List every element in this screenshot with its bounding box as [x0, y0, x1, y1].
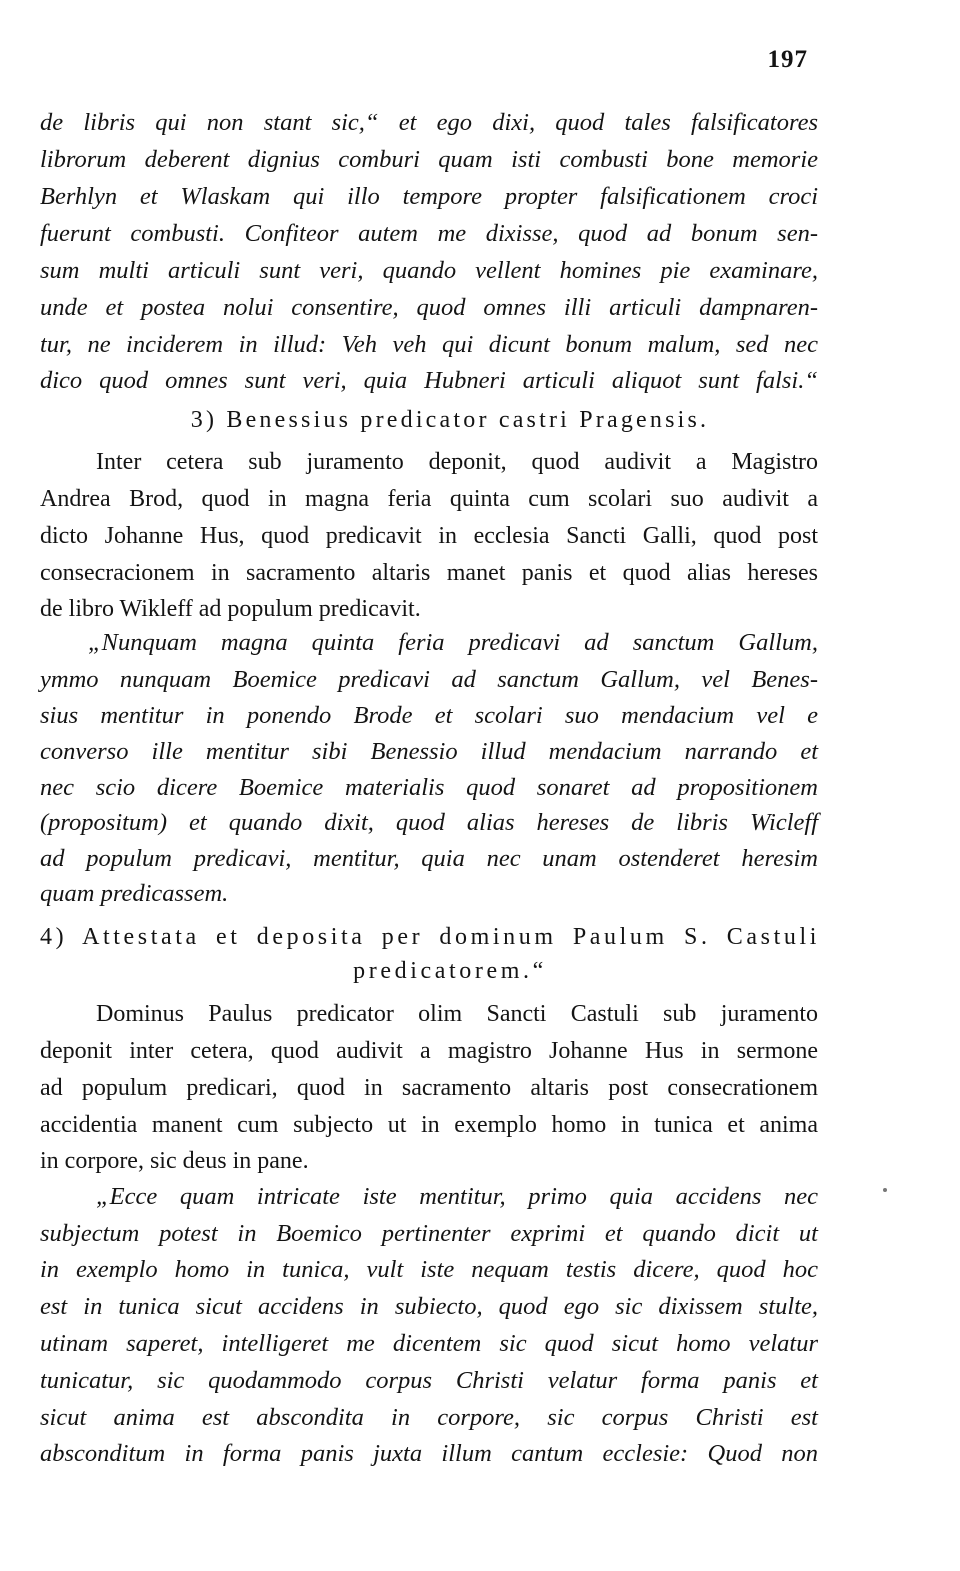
text-line: absconditum in forma panis juxta illum cantum ecclesie: Quod non	[40, 1440, 818, 1467]
text-line: „Nunquam magna quinta feria predicavi ad sanctum Gallum,	[88, 629, 818, 656]
page-number: 197	[767, 46, 808, 73]
text-line: „Ecce quam intricate iste mentitur, primo quia accidens nec	[96, 1183, 818, 1210]
text-line: in corpore, sic deus in pane.	[40, 1148, 309, 1174]
text-line: ad populum predicavi, mentitur, quia nec unam ostenderet heresim	[40, 845, 818, 872]
text-line: Inter cetera sub juramento deponit, quod audivit a Magistro	[96, 449, 818, 475]
text-line: subjectum potest in Boemico pertinenter exprimi et quando dicit ut	[40, 1220, 818, 1247]
text-line: sum multi articuli sunt veri, quando vellent homines pie examinare,	[40, 257, 818, 284]
section-heading: predicatorem.“	[353, 958, 547, 984]
section-heading: 3) Benessius predicator castri Pragensis.	[190, 407, 710, 433]
section-heading: 4) Attestata et deposita per dominum Paulum S. Castuli	[40, 924, 820, 950]
text-line: quam predicassem.	[40, 880, 229, 907]
margin-speck	[883, 1188, 887, 1192]
text-line: utinam saperet, intelligeret me dicentem sic quod sicut homo velatur	[40, 1330, 818, 1357]
text-line: ymmo nunquam Boemice predicavi ad sanctum Gallum, vel Benes-	[40, 666, 818, 693]
text-line: tur, ne inciderem in illud: Veh veh qui dicunt bonum malum, sed nec	[40, 331, 818, 358]
text-line: Andrea Brod, quod in magna feria quinta cum scolari suo audivit a	[40, 486, 818, 512]
text-line: deponit inter cetera, quod audivit a magistro Johanne Hus in sermone	[40, 1038, 818, 1064]
text-line: fuerunt combusti. Confiteor autem me dixisse, quod ad bonum sen-	[40, 220, 818, 247]
text-line: accidentia manent cum subjecto ut in exemplo homo in tunica et anima	[40, 1112, 818, 1138]
text-line: librorum deberent dignius comburi quam isti combusti bone memorie	[40, 146, 818, 173]
text-line: dicto Johanne Hus, quod predicavit in ecclesia Sancti Galli, quod post	[40, 523, 818, 549]
text-line: converso ille mentitur sibi Benessio illud mendacium narrando et	[40, 738, 818, 765]
text-line: sicut anima est abscondita in corpore, sic corpus Christi est	[40, 1404, 818, 1431]
text-line: Dominus Paulus predicator olim Sancti Castuli sub juramento	[96, 1001, 818, 1027]
text-line: de libro Wikleff ad populum predicavit.	[40, 596, 421, 622]
text-line: in exemplo homo in tunica, vult iste nequam testis dicere, quod hoc	[40, 1256, 818, 1283]
text-line: (propositum) et quando dixit, quod alias hereses de libris Wicleff	[40, 809, 818, 836]
text-line: de libris qui non stant sic,“ et ego dixi, quod tales falsificatores	[40, 109, 818, 136]
text-line: est in tunica sicut accidens in subiecto, quod ego sic dixissem stulte,	[40, 1293, 818, 1320]
text-line: consecracionem in sacramento altaris manet panis et quod alias hereses	[40, 560, 818, 586]
text-line: tunicatur, sic quodammodo corpus Christi velatur forma panis et	[40, 1367, 818, 1394]
text-line: dico quod omnes sunt veri, quia Hubneri articuli aliquot sunt falsi.“	[40, 367, 818, 394]
text-line: unde et postea nolui consentire, quod omnes illi articuli dampnaren-	[40, 294, 818, 321]
text-line: nec scio dicere Boemice materialis quod sonaret ad propositionem	[40, 774, 818, 801]
text-line: ad populum predicari, quod in sacramento altaris post consecrationem	[40, 1075, 818, 1101]
text-line: Berhlyn et Wlaskam qui illo tempore propter falsificationem croci	[40, 183, 818, 210]
text-line: sius mentitur in ponendo Brode et scolari suo mendacium vel e	[40, 702, 818, 729]
